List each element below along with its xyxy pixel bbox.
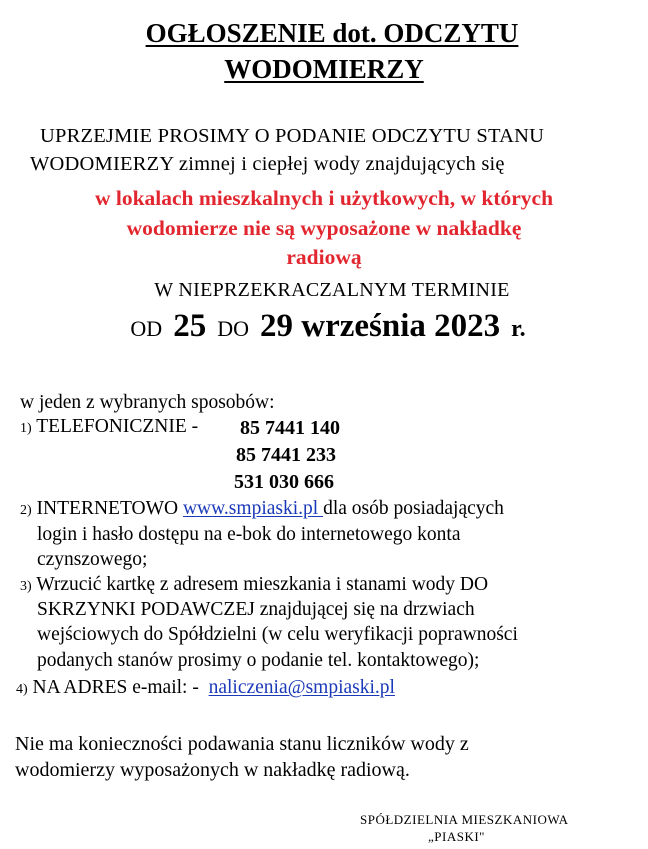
methods-intro: w jeden z wybranych sposobów: xyxy=(20,392,275,413)
phone-2: 85 7441 233 xyxy=(236,444,336,466)
method-2-suffix: dla osób posiadających xyxy=(323,498,504,519)
deadline-label: W NIEPRZEKRACZALNYM TERMINIE xyxy=(154,279,510,301)
method-3-line1: Wrzucić kartkę z adresem mieszkania i stanami wody DO xyxy=(36,574,489,595)
intro-line2: WODOMIERZY zimnej i ciepłej wody znajdujących się xyxy=(30,153,505,175)
method-3-number: 3) xyxy=(20,579,32,594)
method-2-prefix: INTERNETOWO xyxy=(36,498,179,519)
method-3-line2: SKRZYNKI PODAWCZEJ znajdującej się na drzwiach xyxy=(37,599,475,620)
method-4-number: 4) xyxy=(16,682,28,697)
email-link[interactable]: naliczenia@smpiaski.pl xyxy=(208,677,395,698)
method-3 xyxy=(20,574,488,596)
note-line1: Nie ma konieczności podawania stanu liczników wody z xyxy=(15,733,469,755)
highlight-line3: radiową xyxy=(286,245,362,269)
phone-3: 531 030 666 xyxy=(234,471,334,493)
method-1-number: 1) xyxy=(20,421,32,436)
phone-1: 85 7441 140 xyxy=(240,417,340,439)
day-to: 29 września 2023 xyxy=(259,308,501,344)
intro-line1: UPRZEJMIE PROSIMY O PODANIE ODCZYTU STANU xyxy=(40,125,545,147)
day-from: 25 xyxy=(173,308,207,344)
method-4 xyxy=(16,677,395,699)
website-link[interactable]: www.smpiaski.pl xyxy=(182,498,324,519)
note-line2: wodomierzy wyposażonych w nakładkę radiową. xyxy=(15,759,410,781)
method-2-number: 2) xyxy=(20,503,32,518)
od-label: OD xyxy=(130,316,163,341)
signature-line2: „PIASKI" xyxy=(428,829,485,844)
method-1 xyxy=(20,416,198,438)
method-1-label: TELEFONICZNIE - xyxy=(36,416,199,437)
method-3-line3: wejściowych do Spółdzielni (w celu weryfikacji poprawności xyxy=(37,624,518,645)
method-2 xyxy=(20,498,504,520)
method-2-line2: login i hasło dostępu na e-bok do internetowego konta xyxy=(37,524,461,545)
page-title-line2: WODOMIERZY xyxy=(224,54,424,84)
method-3-line4: podanych stanów prosimy o podanie tel. kontaktowego); xyxy=(37,650,480,671)
page-title-line1: OGŁOSZENIE dot. ODCZYTU xyxy=(145,18,519,48)
year-suffix: r. xyxy=(511,316,526,342)
highlight-line1: w lokalach mieszkalnych i użytkowych, w których xyxy=(94,186,554,210)
deadline-dates xyxy=(4,308,648,345)
signature-line1: SPÓŁDZIELNIA MIESZKANIOWA xyxy=(360,812,569,827)
method-4-prefix: NA ADRES e-mail: - xyxy=(32,677,199,698)
highlight-line2: wodomierze nie są wyposażone w nakładkę xyxy=(126,216,522,240)
method-2-line3: czynszowego; xyxy=(37,549,148,570)
do-label: DO xyxy=(217,316,249,341)
